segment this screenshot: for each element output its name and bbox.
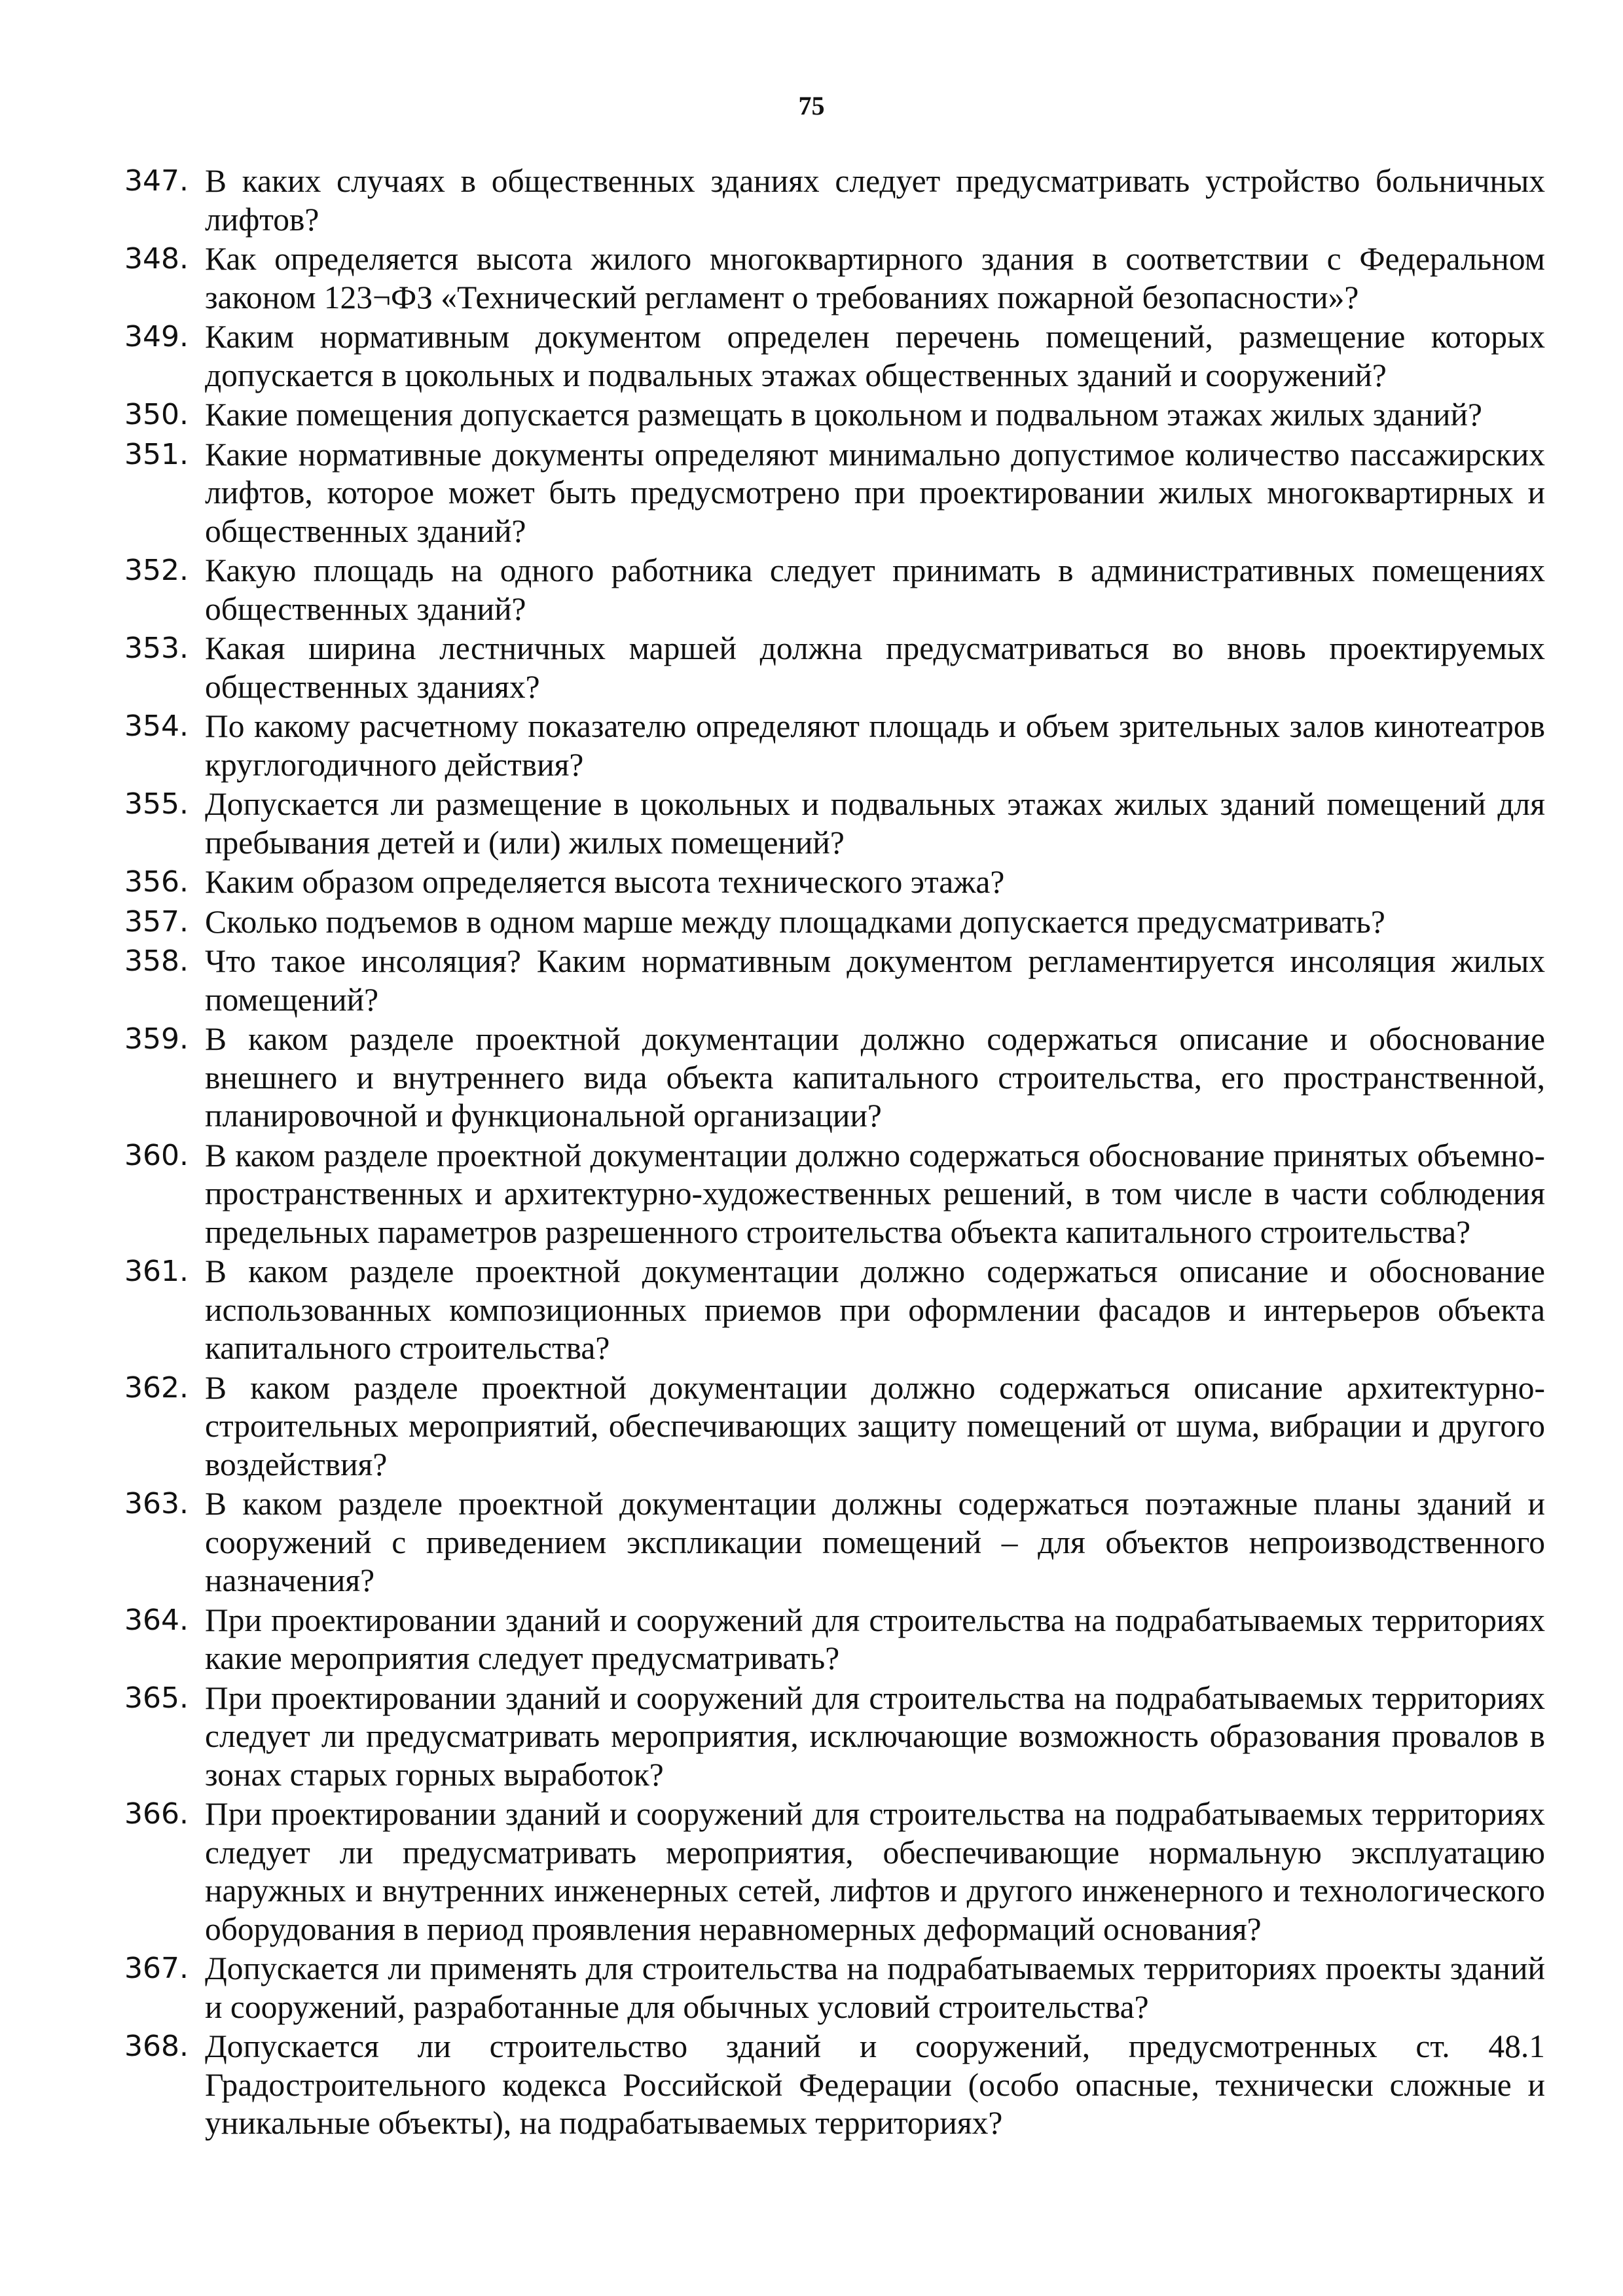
- question-text: Допускается ли применять для строительства на подрабатываемых территориях проекты зданий и сооружений, разработанные для обычных условий строительства?: [205, 1950, 1545, 2025]
- question-text: Допускается ли строительство зданий и сооружений, предусмотренных ст. 48.1 Градостроительного кодекса Российской Федерации (особо опасные, технически сложные и уникальные объекты), на подрабатываемых территориях?: [205, 2028, 1545, 2141]
- question-item: [124, 1020, 1545, 1136]
- question-text: При проектировании зданий и сооружений для строительства на подрабатываемых территориях какие мероприятия следует предусматривать?: [205, 1602, 1545, 1676]
- question-text: Какая ширина лестничных маршей должна предусматриваться во вновь проектируемых общественных зданиях?: [205, 630, 1545, 705]
- question-item: [124, 436, 1545, 551]
- question-text: Какую площадь на одного работника следует принимать в административных помещениях общественных зданий?: [205, 552, 1545, 627]
- question-number: 366.: [124, 1797, 189, 1831]
- page-number: 75: [798, 91, 825, 120]
- question-number: 358.: [124, 944, 189, 978]
- question-number: 357.: [124, 905, 189, 939]
- question-text: В каких случаях в общественных зданиях следует предусматривать устройство больничных лифтов?: [205, 163, 1545, 238]
- question-number: 347.: [124, 164, 189, 198]
- question-item: [124, 630, 1545, 706]
- question-item: [124, 1950, 1545, 2026]
- question-text: Как определяется высота жилого многоквартирного здания в соответствии с Федеральном законом 123¬ФЗ «Технический регламент о требованиях пожарной безопасности»?: [205, 241, 1545, 315]
- question-text: В каком разделе проектной документации должны содержаться поэтажные планы зданий и сооружений с приведением экспликации помещений – для объектов непроизводственного назначения?: [205, 1486, 1545, 1598]
- question-item: [124, 240, 1545, 317]
- question-list: [124, 162, 1545, 2144]
- question-item: [124, 1602, 1545, 1678]
- question-number: 354.: [124, 709, 189, 743]
- question-text: Допускается ли размещение в цокольных и подвальных этажах жилых зданий помещений для пребывания детей и (или) жилых помещений?: [205, 786, 1545, 861]
- question-number: 351.: [124, 437, 189, 471]
- question-text: По какому расчетному показателю определяют площадь и объем зрительных залов кинотеатров круглогодичного действия?: [205, 708, 1545, 783]
- question-text: Какие помещения допускается размещать в цокольном и подвальном этажах жилых зданий?: [205, 397, 1482, 433]
- question-number: 350.: [124, 398, 189, 431]
- question-number: 353.: [124, 632, 189, 665]
- question-item: [124, 162, 1545, 239]
- question-item: [124, 552, 1545, 628]
- question-number: 360.: [124, 1138, 189, 1172]
- question-number: 363.: [124, 1487, 189, 1520]
- question-item: [124, 396, 1545, 435]
- question-text: Что такое инсоляция? Каким нормативным документом регламентируется инсоляция жилых помещений?: [205, 943, 1545, 1018]
- question-number: 356.: [124, 865, 189, 899]
- question-item: [124, 1485, 1545, 1600]
- question-text: Каким нормативным документом определен перечень помещений, размещение которых допускается в цокольных и подвальных этажах общественных зданий и сооружений?: [205, 319, 1545, 393]
- question-number: 355.: [124, 787, 189, 821]
- question-item: [124, 1369, 1545, 1484]
- question-text: В каком разделе проектной документации должно содержаться описание и обоснование внешнего и внутреннего вида объекта капитального строительства, его пространственной, планировочной и функциональной организации?: [205, 1021, 1545, 1134]
- question-text: В каком разделе проектной документации должно содержаться описание и обоснование использованных композиционных приемов при оформлении фасадов и интерьеров объекта капитального строительства?: [205, 1253, 1545, 1366]
- question-number: 349.: [124, 320, 189, 353]
- question-item: [124, 785, 1545, 862]
- question-number: 364.: [124, 1603, 189, 1637]
- question-item: [124, 863, 1545, 902]
- question-item: [124, 2028, 1545, 2143]
- question-text: Каким образом определяется высота технического этажа?: [205, 864, 1005, 900]
- question-number: 362.: [124, 1371, 189, 1405]
- question-item: [124, 318, 1545, 395]
- question-item: [124, 1137, 1545, 1252]
- question-text: В каком разделе проектной документации должно содержаться обоснование принятых объемно-пространственных и архитектурно-художественных решений, в том числе в части соблюдения предельных параметров разрешенного строительства объекта капитального строительства?: [205, 1137, 1545, 1250]
- question-item: [124, 942, 1545, 1019]
- question-item: [124, 1795, 1545, 1948]
- question-number: 365.: [124, 1681, 189, 1715]
- question-item: [124, 903, 1545, 942]
- question-number: 367.: [124, 1952, 189, 1985]
- question-item: [124, 1253, 1545, 1368]
- question-number: 352.: [124, 554, 189, 587]
- question-text: Сколько подъемов в одном марше между площадками допускается предусматривать?: [205, 903, 1385, 940]
- question-text: При проектировании зданий и сооружений для строительства на подрабатываемых территориях следует ли предусматривать мероприятия, обеспечивающие нормальную эксплуатацию наружных и внутренних инженерных сетей, лифтов и другого инженерного и технологического оборудования в период проявления неравномерных деформаций основания?: [205, 1796, 1545, 1947]
- question-number: 368.: [124, 2030, 189, 2063]
- question-number: 359.: [124, 1022, 189, 1056]
- question-item: [124, 1679, 1545, 1795]
- question-number: 348.: [124, 242, 189, 276]
- question-text: При проектировании зданий и сооружений для строительства на подрабатываемых территориях следует ли предусматривать мероприятия, исключающие возможность образования провалов в зонах старых горных выработок?: [205, 1679, 1545, 1793]
- question-number: 361.: [124, 1255, 189, 1288]
- question-item: [124, 708, 1545, 784]
- question-text: Какие нормативные документы определяют минимально допустимое количество пассажирских лифтов, которое может быть предусмотрено при проектировании жилых многоквартирных и общественных зданий?: [205, 436, 1545, 549]
- question-text: В каком разделе проектной документации должно содержаться описание архитектурно-строительных мероприятий, обеспечивающих защиту помещений от шума, вибрации и другого воздействия?: [205, 1369, 1545, 1482]
